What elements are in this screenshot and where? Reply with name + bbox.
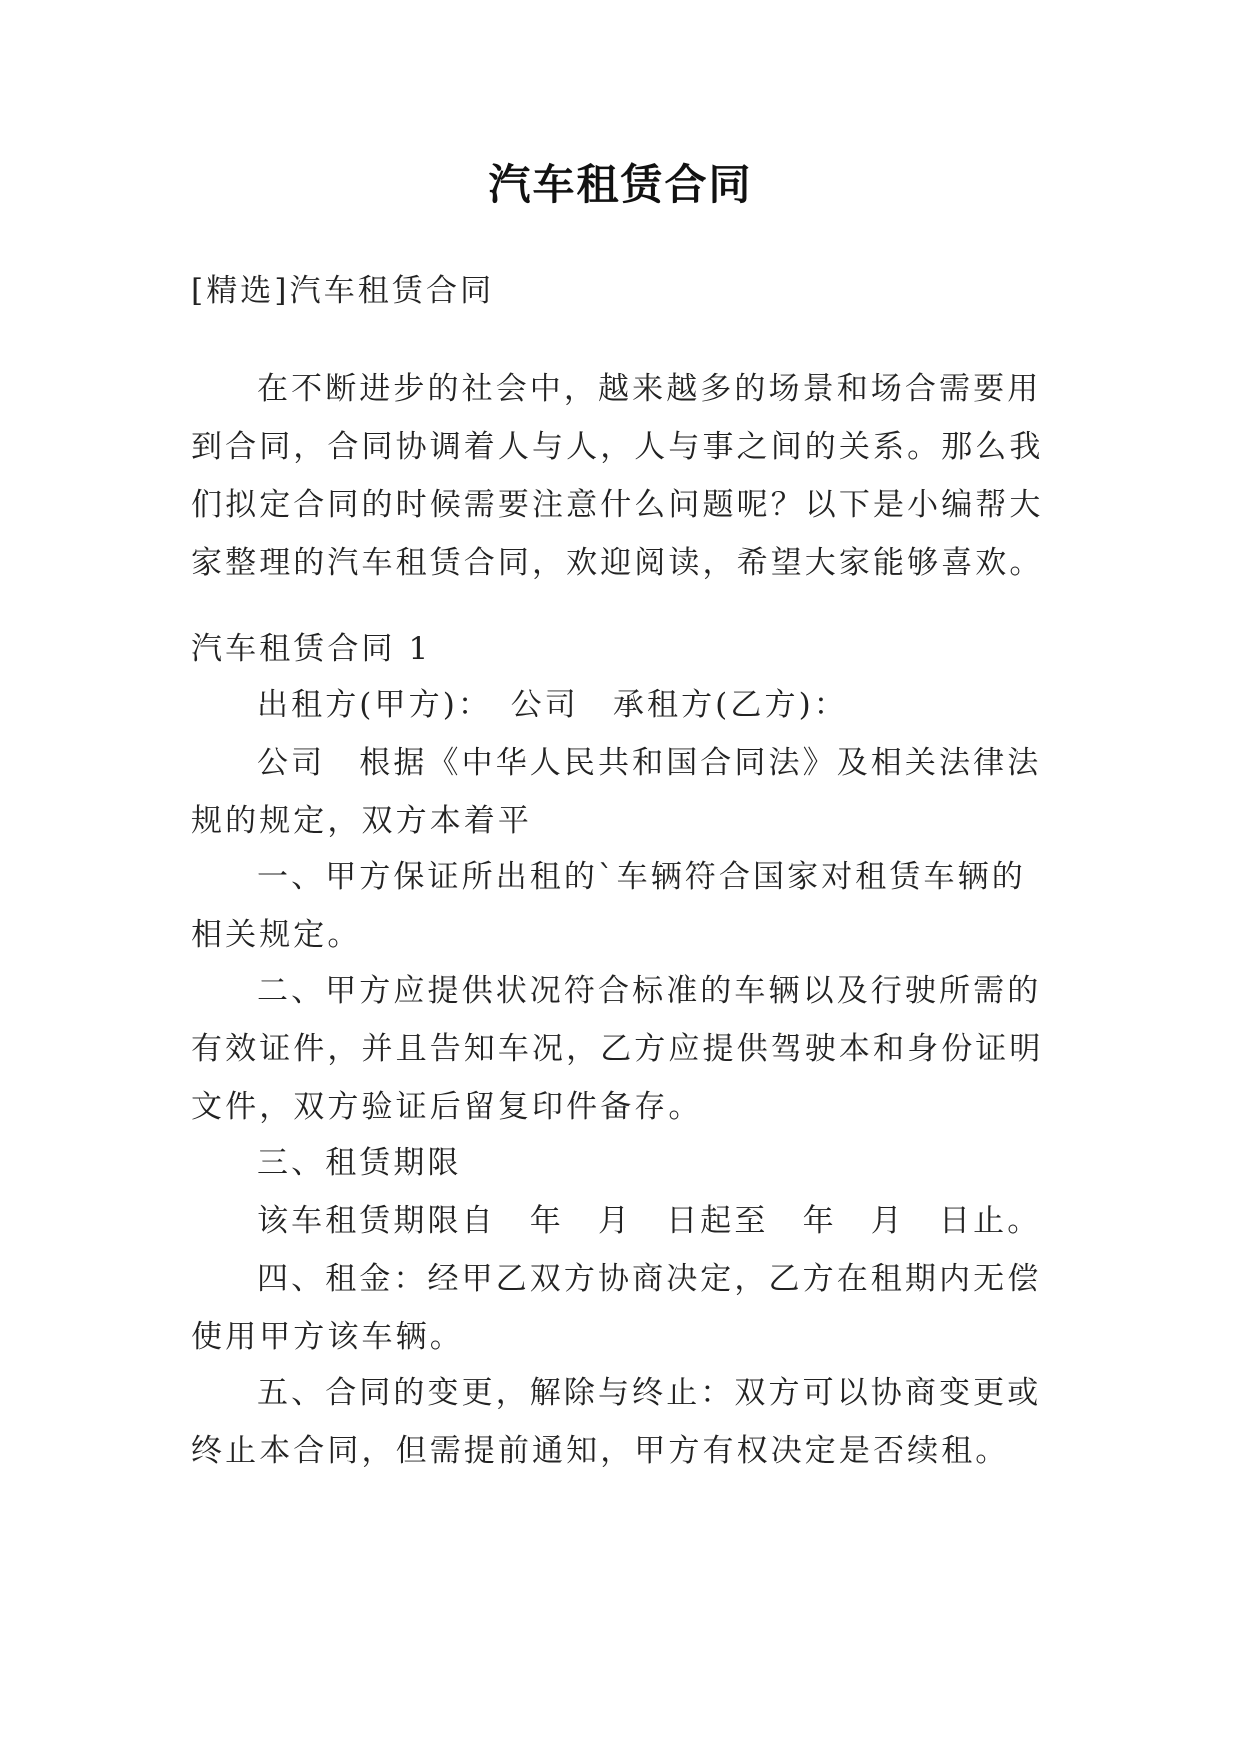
intro-paragraph: 在不断进步的社会中，越来越多的场景和场合需要用到合同，合同协调着人与人，人与事之间的关系。那么我们拟定合同的时候需要注意什么问题呢？以下是小编帮大家整理的汽车租赁合同，欢迎阅读，希望大家能够喜欢。: [191, 371, 1044, 581]
paragraph-clause-5: 五、合同的变更，解除与终止：双方可以协商变更或终止本合同，但需提前通知，甲方有权决定是否续租。: [191, 1375, 1042, 1469]
paragraph-clause-1: 一、甲方保证所出租的`车辆符合国家对租赁车辆的相关规定。: [191, 859, 1026, 953]
paragraph-lease-period: 该车租赁期限自 年 月 日起至 年 月 日止。: [257, 1203, 1042, 1239]
paragraph-legal-basis: 公司 根据《中华人民共和国合同法》及相关法律法规的规定，双方本着平: [191, 745, 1042, 839]
document-title: 汽车租赁合同: [488, 160, 753, 209]
paragraph-clause-2: 二、甲方应提供状况符合标准的车辆以及行驶所需的有效证件，并且告知车况，乙方应提供驾驶本和身份证明文件，双方验证后留复印件备存。: [191, 973, 1044, 1125]
section-heading: 汽车租赁合同 1: [191, 631, 432, 667]
paragraph-parties: 出租方(甲方)： 公司 承租方(乙方)：: [257, 687, 848, 723]
paragraph-clause-3-heading: 三、租赁期限: [257, 1145, 462, 1181]
document-subtitle: [精选]汽车租赁合同: [191, 273, 495, 309]
paragraph-clause-4: 四、租金：经甲乙双方协商决定，乙方在租期内无偿使用甲方该车辆。: [191, 1261, 1042, 1355]
